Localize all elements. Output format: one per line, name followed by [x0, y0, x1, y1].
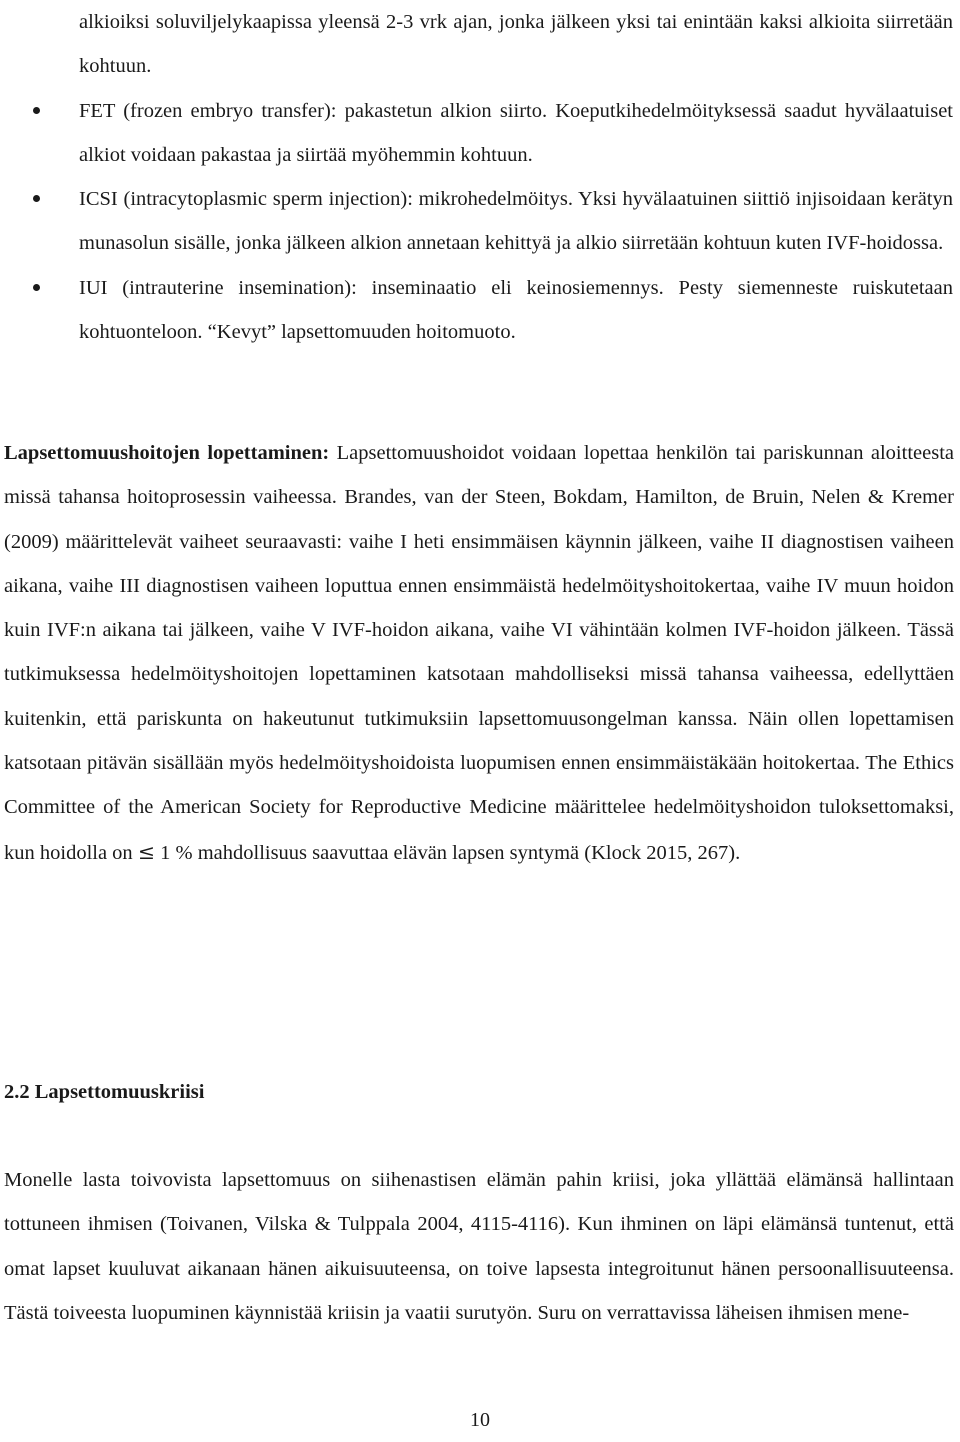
list-item-continuation: alkioiksi soluviljelykaapissa yleensä 2-3 vrk ajan, jonka jälkeen yksi tai enintään kaksi alkioita siirretään kohtuun.	[79, 11, 953, 78]
paragraph-bold-lead: Lapsettomuushoitojen lopettaminen:	[4, 442, 330, 464]
paragraph-text-a: Lapsettomuushoidot voidaan lopettaa henkilön tai pariskunnan aloitteesta missä tahansa hoitoprosessin vaiheessa. Brandes, van der Steen, Bokdam, Hamilton, de Bruin, Nelen & Kremer (2009) määrittelevät vaiheet seuraavasti: vaihe I heti ensimmäisen käynnin jälkeen, vaihe II diagnostisen vaiheen aikana, vaihe III diagnostisen vaiheen loputtua ennen ensimmäistä hedelmöityshoitokertaa, vaihe IV muun hoidon kuin IVF:n aikana tai jälkeen, vaihe V IVF-hoidon aikana, vaihe VI vähintään kolmen IVF-hoidon jälkeen. Tässä tutkimuksessa hedelmöityshoitojen lopettaminen katsotaan mahdolliseksi missä tahansa vaiheessa, edellyttäen kuitenkin, että pariskunta on hakeutunut tutkimuksiin lapsettomuusongelman kanssa. Näin ollen lopettamisen katsotaan pitävän sisällään myös hedelmöityshoidoista luopumisen ennen ensimmäistäkään hoitokertaa. The Ethics Committee of the American Society for Reproductive Medicine määrittelee hedelmöityshoidon tuloksettomaksi, kun hoidolla on	[4, 442, 954, 864]
bullet-icon	[33, 107, 40, 114]
less-or-equal-symbol: ≤	[137, 839, 155, 864]
paragraph-infertility-crisis: Monelle lasta toivovista lapsettomuus on siihenastisen elämän pahin kriisi, joka yllättää elämänsä hallintaan tottuneen ihmisen (Toivanen, Vilska & Tulppala 2004, 4115-4116). Kun ihminen on läpi elämänsä tuntenut, että omat lapset kuuluvat aikanaan hänen aikuisuuteensa, on toive lapsesta integroitunut hänen persoonallisuuteensa. Tästä toiveesta luopuminen käynnistää kriisin ja vaatii surutyön. Suru on verrattavissa läheisen ihmisen mene-	[4, 1169, 954, 1324]
paragraph-text-b: 1 % mahdollisuus saavuttaa elävän lapsen syntymä (Klock 2015, 267).	[155, 841, 741, 864]
list-item-fet	[79, 89, 953, 178]
list-item-text: FET (frozen embryo transfer): pakastetun alkion siirto. Koeputkihedelmöityksessä saadut hyvälaatuiset alkiot voidaan pakastaa ja siirtää myöhemmin kohtuun.	[79, 99, 953, 166]
paragraph-treatment-termination	[4, 431, 954, 875]
page-number: 10	[470, 1409, 490, 1431]
list-item-iui	[79, 266, 953, 355]
list-item-text: ICSI (intracytoplasmic sperm injection): mikrohedelmöitys. Yksi hyvälaatuinen siittiö injisoidaan kerätyn munasolun sisälle, jonka jälkeen alkion annetaan kehittyä ja alkio siirretään kohtuun kuten IVF-hoidossa.	[79, 188, 953, 255]
bullet-icon	[33, 195, 40, 202]
bullet-icon	[33, 284, 40, 291]
list-item-text: IUI (intrauterine insemination): inseminaatio eli keinosiemennys. Pesty siemenneste ruiskutetaan kohtuonteloon. “Kevyt” lapsettomuuden hoitomuoto.	[79, 276, 953, 344]
list-item-icsi	[79, 177, 953, 266]
section-heading: 2.2 Lapsettomuuskriisi	[4, 1081, 205, 1103]
list-section	[0, 0, 960, 354]
